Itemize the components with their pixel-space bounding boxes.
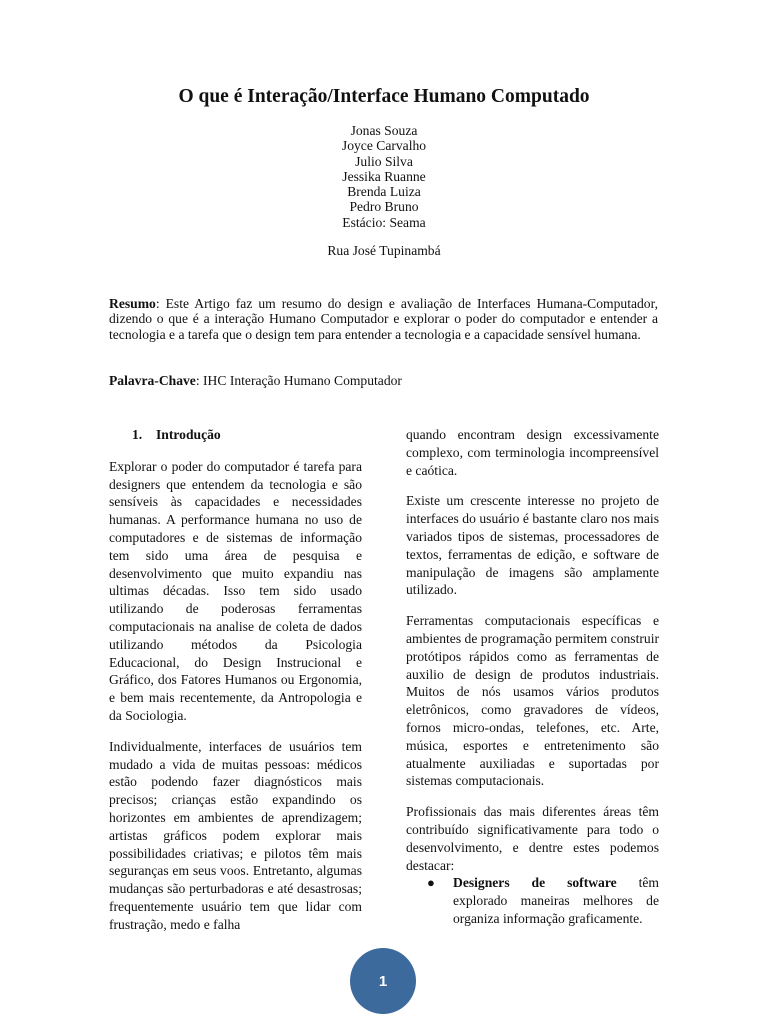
author-list bbox=[0, 123, 768, 230]
author-name: Jonas Souza bbox=[350, 123, 418, 138]
body-paragraph: Existe um crescente interesse no projeto de interfaces do usuário é bastante claro nos mais variados tipos de sistemas, processadores de textos, ferramentas de edição, e software de manipulação de imagens são amplamente utilizado. bbox=[406, 493, 659, 598]
paper-title: O que é Interação/Interface Humano Computado bbox=[178, 86, 590, 107]
author-affiliation: Estácio: Seama bbox=[342, 214, 426, 230]
bullet-bold-text: Designers de software bbox=[453, 875, 617, 891]
author-name: Pedro Bruno bbox=[349, 199, 419, 215]
author-name: Julio Silva bbox=[355, 153, 413, 169]
abstract-text: : Este Artigo faz um resumo do design e avaliação de Interfaces Humana-Computador, dizendo o que é a interação Humano Computador e explorar o poder do computador e entender a tecnologia e a tarefa que o design tem para entender a tecnologia e a capacidade sensível humana. bbox=[109, 296, 658, 342]
bullet-dot-icon: ● bbox=[427, 875, 435, 891]
abstract-block bbox=[109, 296, 658, 342]
body-paragraph: quando encontram design excessivamente complexo, com terminologia incompreensível e caótica. bbox=[406, 427, 659, 478]
page-number: 1 bbox=[378, 972, 388, 990]
abstract-label: Resumo bbox=[109, 296, 156, 311]
author-name: Jessika Ruanne bbox=[342, 168, 426, 184]
bullet-item bbox=[406, 874, 659, 927]
keywords-block bbox=[109, 373, 658, 389]
author-address: Rua José Tupinambá bbox=[327, 243, 441, 258]
left-column bbox=[109, 426, 362, 947]
right-column bbox=[406, 426, 659, 928]
page-number-badge bbox=[350, 948, 416, 1014]
abstract-paragraph bbox=[109, 296, 658, 342]
keywords-label: Palavra-Chave bbox=[109, 373, 196, 388]
body-paragraph: Ferramentas computacionais específicas e ambientes de programação permitem construir protótipos rápidos como as ferramentas de auxilio de design de produtos industriais. Muitos de nós usamos vários produtos eletrônicos, como gravadores de vídeos, fornos micro-ondas, telefones, etc. Arte, música, esportes e entretenimento são atualmente auxiliadas e suportadas por sistemas computacionais. bbox=[406, 613, 659, 789]
section-number: 1. bbox=[132, 427, 143, 442]
author-name: Brenda Luiza bbox=[347, 184, 421, 200]
bullet-list bbox=[406, 874, 659, 927]
section-heading bbox=[109, 426, 362, 444]
body-paragraph: Explorar o poder do computador é tarefa para designers que entendem da tecnologia e são sensíveis às capacidades e necessidades humanas. A performance humana no uso de computadores e de sistemas de informação tem sido uma área de pesquisa e desenvolvimento que muito expandiu nas ultimas décadas. Isso tem sido usado utilizando de poderosas ferramentas computacionais na analise de coleta de dados utilizando métodos da Psicologia Educacional, do Design Instrucional e Gráfico, dos Fatores Humanos ou Ergonomia, e bem mais recentemente, da Antropologia e da Sociologia. bbox=[109, 458, 362, 723]
body-paragraph: Profissionais das mais diferentes áreas têm contribuído significativamente para todo o desenvolvimento, e dentre estes podemos destacar: bbox=[406, 804, 659, 873]
bullet-text: têm explorado maneiras melhores de organiza informação graficamente. bbox=[453, 875, 659, 926]
body-paragraph: Individualmente, interfaces de usuários tem mudado a vida de muitas pessoas: médicos estão podendo fazer diagnósticos mais precisos; crianças estão expandindo os horizontes em ambientes de aprendizagem; artistas gráficos podem explorar mais possibilidades criativas; e pilotos têm mais seguranças em seus voos. Entretanto, algumas mudanças são perturbadoras e até desastrosas; frequentemente usuário tem que lidar com frustração, medo e falha bbox=[109, 738, 362, 932]
keywords-text: : IHC Interação Humano Computador bbox=[195, 373, 402, 388]
section-title: Introdução bbox=[156, 427, 221, 442]
author-name: Joyce Carvalho bbox=[341, 138, 427, 154]
